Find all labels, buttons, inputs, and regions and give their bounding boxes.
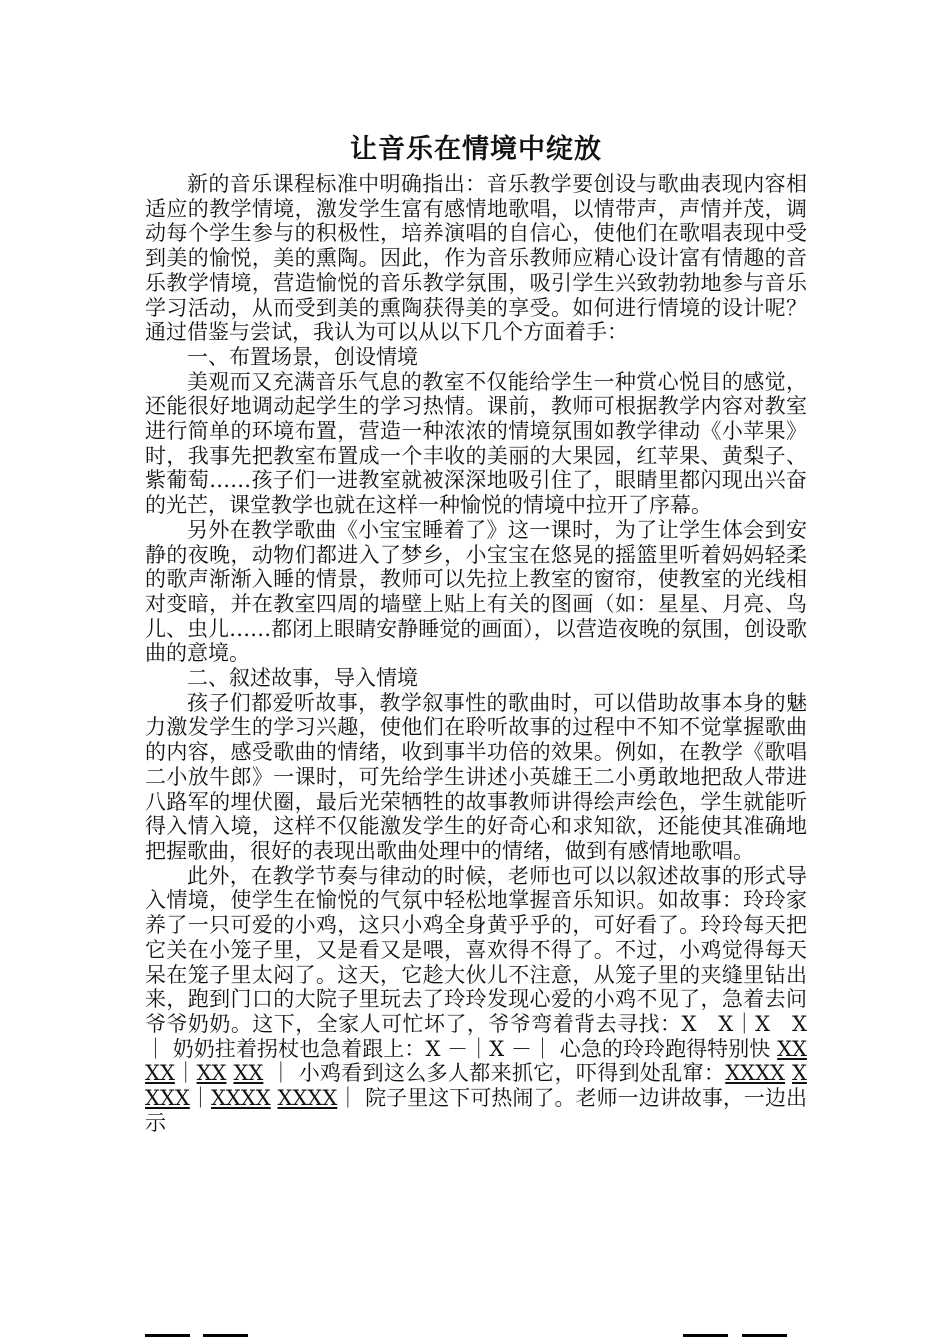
underline-mark <box>742 1334 787 1337</box>
rhythm-story-text-c: ｜ 院子里这下可热闹了。老师一边讲故事，一边出示 <box>145 1086 807 1135</box>
rhythm-notation: XX <box>196 1061 227 1086</box>
paragraph-storytelling: 孩子们都爱听故事，教学叙事性的歌曲时，可以借助故事本身的魅力激发学生的学习兴趣，使他们在聆听故事的过程中不知不觉掌握歌曲的内容，感受歌曲的情绪，收到事半功倍的效果。例如，在教学《歌唱二小放牛郎》一课时，可先给学生讲述小英雄王二小勇敢地把敌人带进八路军的埋伏圈，最后光荣牺牲的故事教师讲得绘声绘色，学生就能听得入情入境，这样不仅能激发学生的好奇心和求知欲，还能使其准确地把握歌曲，很好的表现出歌曲处理中的情绪，做到有感情地歌唱。 <box>145 690 807 863</box>
cutoff-underline-marks <box>0 1334 950 1344</box>
section-heading-1: 一、布置场景，创设情境 <box>187 344 418 369</box>
rhythm-notation: XXXX <box>277 1086 338 1111</box>
underline-mark <box>203 1334 248 1337</box>
paragraph-intro: 新的音乐课程标准中明确指出：音乐教学要创设与歌曲表现内容相适应的教学情境，激发学生富有感情地歌唱，以情带声，声情并茂，调动每个学生参与的积极性，培养演唱的自信心，使他们在歌唱表现中受到美的愉悦，美的熏陶。因此，作为音乐教师应精心设计富有情趣的音乐教学情境，营造愉悦的音乐教学氛围，吸引学生兴致勃勃地参与音乐学习活动，从而受到美的熏陶获得美的享受。如何进行情境的设计呢？通过借鉴与尝试，我认为可以从以下几个方面着手： <box>145 172 807 345</box>
rhythm-notation: XX <box>777 1036 807 1061</box>
underline-mark <box>145 1334 190 1337</box>
paragraph-classroom-setup: 美观而又充满音乐气息的教室不仅能给学生一种赏心悦目的感觉，还能很好地调动起学生的学习热情。课前，教师可根据教学内容对教室进行简单的环境布置，营造一种浓浓的情境氛围如教学律动《小苹果》时，我事先把教室布置成一个丰收的美丽的大果园，红苹果、黄梨子、紫葡萄……孩子们一进教室就被深深地吸引住了，眼睛里都闪现出兴奋的光芒，课堂教学也就在这样一种愉悦的情境中拉开了序幕。 <box>145 369 807 518</box>
paragraph-rhythm-story: 此外，在教学节奏与律动的时候，老师也可以以叙述故事的形式导入情境，使学生在愉悦的气氛中轻松地掌握音乐知识。如故事：玲玲家养了一只可爱的小鸡，这只小鸡全身黄乎乎的，可好看了。玲玲每天把它关在小笼子里，又是看又是喂，喜欢得不得了。不过，小鸡觉得每天呆在笼子里太闷了。这天，它趁大伙儿不注意，从笼子里的夹缝里钻出来，跑到门口的大院子里玩去了玲玲发现心爱的小鸡不见了，急着去问爷爷奶奶。这下，全家人可忙坏了，爷爷弯着背去寻找：X X｜X X｜ 奶奶拄着拐杖也急着跟上：X －｜X －｜ 心急的玲玲跑得特别快 XX XX｜XX XX ｜ 小鸡看到这么多人都来抓它，吓得到处乱窜：XXXX XXXX｜XXXX XXXX｜ 院子里这下可热闹了。老师一边讲故事，一边出示 <box>145 863 807 1135</box>
rhythm-story-text-b: ｜ 小鸡看到这么多人都来抓它，吓得到处乱窜： <box>270 1061 726 1086</box>
rhythm-notation: XXXX <box>145 1061 807 1111</box>
rhythm-notation: XX <box>233 1061 264 1086</box>
document-title: 让音乐在情境中绽放 <box>350 134 602 165</box>
paragraph-lullaby-example: 另外在教学歌曲《小宝宝睡着了》这一课时，为了让学生体会到安静的夜晚，动物们都进入了梦乡，小宝宝在悠晃的摇篮里听着妈妈轻柔的歌声渐渐入睡的情景，教师可以先拉上教室的窗帘，使教室的光线相对变暗，并在教室四周的墙壁上贴上有关的图画（如：星星、月亮、鸟儿、虫儿……都闭上眼睛安静睡觉的画面），以营造夜晚的氛围，创设歌曲的意境。 <box>145 517 807 666</box>
section-heading-2: 二、叙述故事，导入情境 <box>187 666 418 691</box>
rhythm-notation: XX <box>145 1061 175 1086</box>
rhythm-notation: XXXX <box>210 1086 271 1111</box>
document-page <box>145 128 807 1135</box>
rhythm-story-text-a: 此外，在教学节奏与律动的时候，老师也可以以叙述故事的形式导入情境，使学生在愉悦的气氛中轻松地掌握音乐知识。如故事：玲玲家养了一只可爱的小鸡，这只小鸡全身黄乎乎的，可好看了。玲玲每天把它关在小笼子里，又是看又是喂，喜欢得不得了。不过，小鸡觉得每天呆在笼子里太闷了。这天，它趁大伙儿不注意，从笼子里的夹缝里钻出来，跑到门口的大院子里玩去了玲玲发现心爱的小鸡不见了，急着去问爷爷奶奶。这下，全家人可忙坏了，爷爷弯着背去寻找：X X｜X X｜ 奶奶拄着拐杖也急着跟上：X －｜X －｜ 心急的玲玲跑得特别快 <box>145 863 807 1061</box>
rhythm-notation: XXXX <box>725 1061 786 1086</box>
underline-mark <box>683 1334 728 1337</box>
